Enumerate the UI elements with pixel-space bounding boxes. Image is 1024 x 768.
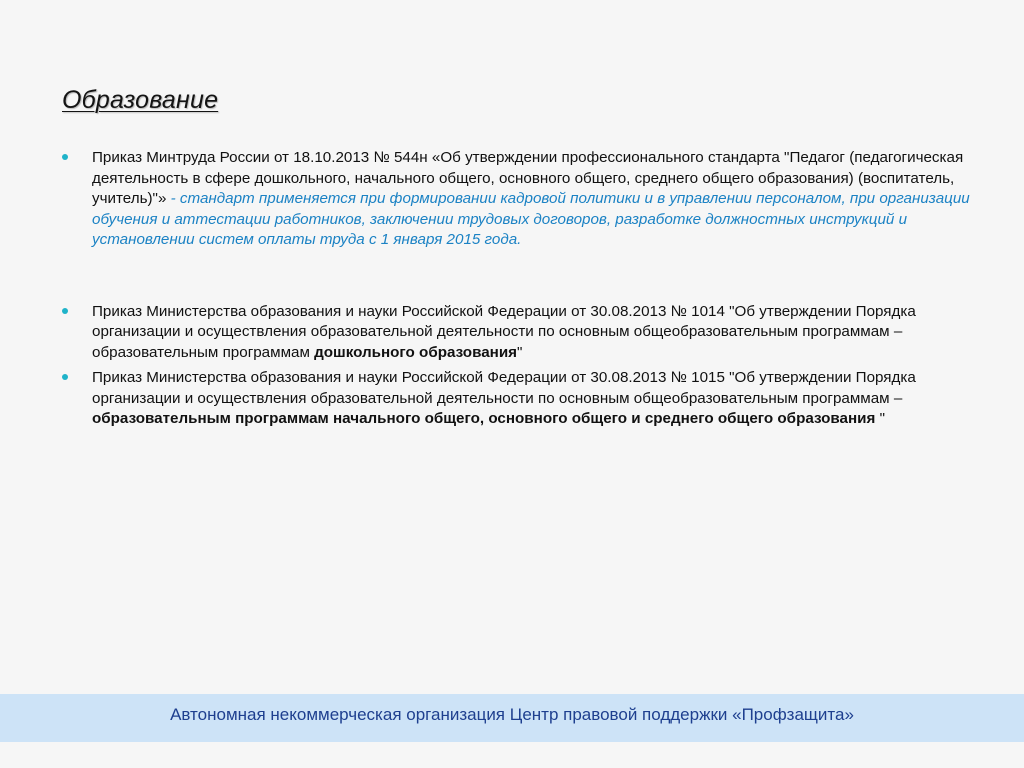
bullet-dot-icon: [62, 308, 68, 314]
item-text: Приказ Министерства образования и науки Российской Федерации от 30.08.2013 № 1015 "Об утверждении Порядка организации и осуществления образовательной деятельности по основным общеобразовательным программам –: [92, 369, 916, 407]
list-item: [60, 148, 970, 251]
list-item: [60, 302, 970, 364]
bullet-dot-icon: [62, 374, 68, 380]
footer-bar: [0, 694, 1024, 742]
footer-text: Автономная некоммерческая организация Центр правовой поддержки «Профзащита»: [170, 705, 854, 724]
item-text: Приказ Минтруда России от 18.10.2013 № 544н «Об утверждении профессионального стандарта "Педагог (педагогическая деятельность в сфере дошкольного, начального общего, основного общего, среднего общего образования) (воспитатель, учитель)"»: [92, 149, 964, 207]
item-tail-text: ": [517, 343, 523, 361]
bullet-list: [60, 148, 970, 430]
page-title: Образование: [62, 86, 219, 114]
item-bold-text: дошкольного образования: [314, 343, 518, 361]
item-text: Приказ Министерства образования и науки Российской Федерации от 30.08.2013 № 1014 "Об утверждении Порядка организации и осуществления образовательной деятельности по основным общеобразовательным программам – образовательным программам: [92, 302, 916, 361]
item-bold-text: образовательным программам начального общего, основного общего и среднего общего образования: [92, 410, 876, 427]
list-item: [60, 368, 970, 430]
item-note: - стандарт применяется при формировании кадровой политики и в управлении персоналом, при организации обучения и аттестации работников, заключении трудовых договоров, разработке должностных инструкций и установлении систем оплаты труда с 1 января 2015 года.: [92, 190, 970, 248]
item-tail-text: ": [875, 410, 886, 427]
bullet-dot-icon: [62, 154, 68, 160]
